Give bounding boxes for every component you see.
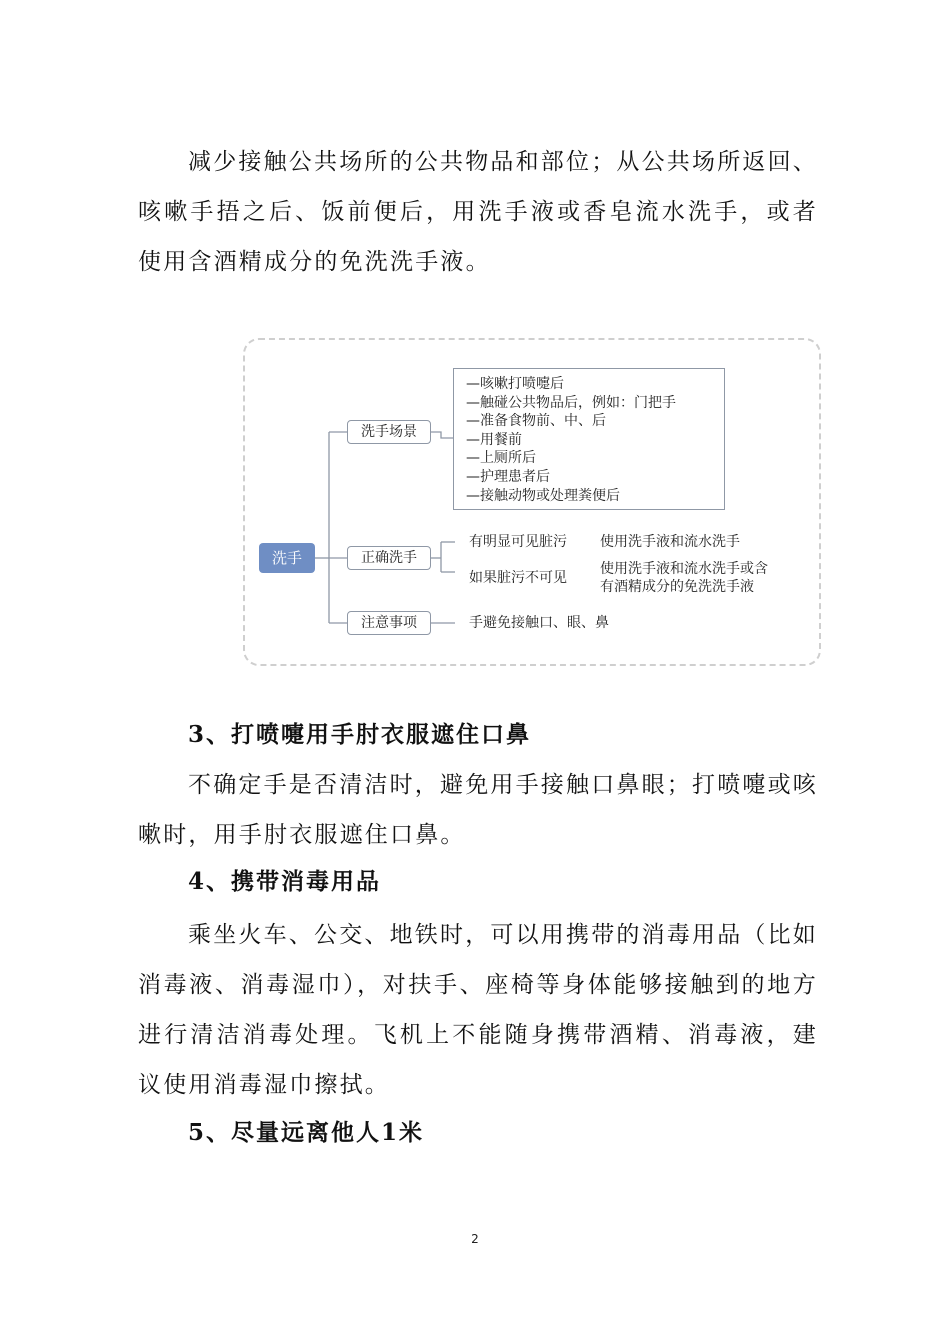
- node-precautions: 注意事项: [347, 611, 431, 635]
- case-visible-dirt: 有明显可见脏污: [469, 534, 567, 550]
- mindmap-root-node: 洗手: [259, 543, 315, 573]
- page-number: 2: [471, 1232, 479, 1246]
- scene-item: —护理患者后: [466, 468, 550, 485]
- action-invisible-dirt-line1: 使用洗手液和流水洗手或含: [600, 561, 768, 577]
- scene-item: —接触动物或处理粪便后: [466, 487, 620, 504]
- precaution-text: 手避免接触口、眼、鼻: [469, 615, 609, 631]
- paragraph-hand-hygiene: 减少接触公共场所的公共物品和部位；从公共场所返回、咳嗽手捂之后、饭前便后，用洗手液或香皂流水洗手，或者使用含酒精成分的免洗洗手液。: [138, 149, 818, 275]
- scene-item: —准备食物前、中、后: [466, 413, 606, 430]
- action-invisible-dirt-line2: 有酒精成分的免洗洗手液: [600, 579, 754, 595]
- node-correct-washing: 正确洗手: [347, 546, 431, 570]
- heading-carry-disinfectant: 4、携带消毒用品: [188, 868, 382, 895]
- scene-item: —上厕所后: [466, 450, 536, 467]
- case-invisible-dirt: 如果脏污不可见: [469, 570, 567, 586]
- scene-item: —用餐前: [466, 431, 522, 448]
- heading-keep-distance: 5、尽量远离他人1米: [188, 1119, 425, 1146]
- handwashing-mindmap: [243, 338, 821, 666]
- paragraph-carry-disinfectant: 乘坐火车、公交、地铁时，可以用携带的消毒用品（比如消毒液、消毒湿巾），对扶手、座椅等身体能够接触到的地方进行清洁消毒处理。飞机上不能随身携带酒精、消毒液，建议使用消毒湿巾擦拭。: [138, 922, 818, 1098]
- scene-list-box: [453, 368, 725, 510]
- scene-item: —触碰公共物品后，例如：门把手: [466, 394, 676, 411]
- paragraph-sneeze-cover: 不确定手是否清洁时，避免用手接触口鼻眼；打喷嚏或咳嗽时，用手肘衣服遮住口鼻。: [138, 772, 818, 848]
- scene-item: —咳嗽打喷嚏后: [466, 376, 564, 392]
- action-visible-dirt: 使用洗手液和流水洗手: [600, 534, 740, 550]
- node-washing-scenes: 洗手场景: [347, 420, 431, 444]
- heading-sneeze-cover: 3、打喷嚏用手肘衣服遮住口鼻: [188, 721, 532, 748]
